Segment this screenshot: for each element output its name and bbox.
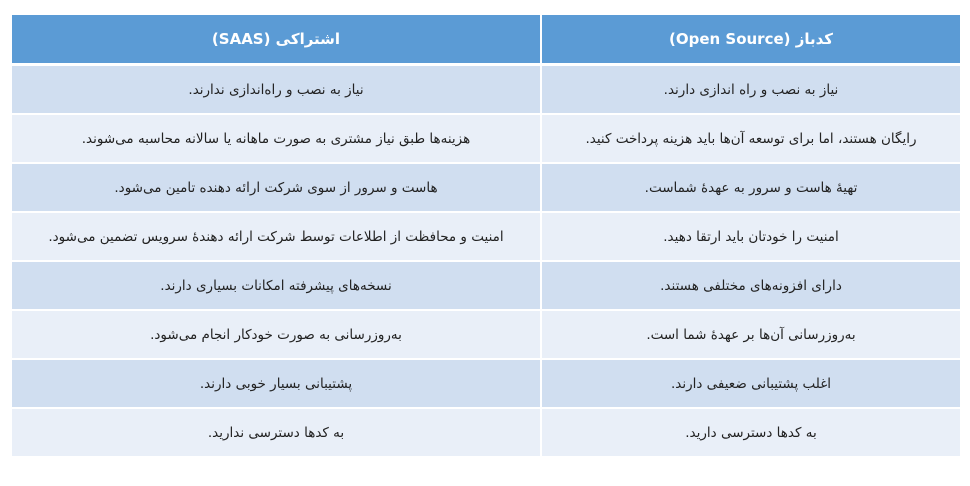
comparison-table-container (12, 15, 960, 456)
saas-cell: به‌روزرسانی به صورت خودکار انجام می‌شود. (12, 310, 541, 359)
saas-cell: به کدها دسترسی ندارید. (12, 408, 541, 456)
table-row (12, 163, 960, 212)
saas-cell: نیاز به نصب و راه‌اندازی ندارند. (12, 65, 541, 115)
open-source-cell: به‌روزرسانی آن‌ها بر عهدهٔ شما است. (541, 310, 960, 359)
saas-cell: نسخه‌های پیشرفته امکانات بسیاری دارند. (12, 261, 541, 310)
table-row (12, 65, 960, 115)
saas-cell: هاست و سرور از سوی شرکت ارائه دهنده تامین می‌شود. (12, 163, 541, 212)
open-source-cell: اغلب پشتیبانی ضعیفی دارند. (541, 359, 960, 408)
open-source-cell: نیاز به نصب و راه اندازی دارند. (541, 65, 960, 115)
open-source-cell: رایگان هستند، اما برای توسعه آن‌ها باید هزینه پرداخت کنید. (541, 114, 960, 163)
table-row (12, 359, 960, 408)
open-source-cell: دارای افزونه‌های مختلفی هستند. (541, 261, 960, 310)
table-row (12, 310, 960, 359)
saas-cell: پشتیبانی بسیار خوبی دارند. (12, 359, 541, 408)
saas-cell: امنیت و محافظت از اطلاعات توسط شرکت ارائه دهندهٔ سرویس تضمین می‌شود. (12, 212, 541, 261)
table-row (12, 212, 960, 261)
open-source-cell: امنیت را خودتان باید ارتقا دهید. (541, 212, 960, 261)
open-source-cell: به کدها دسترسی دارید. (541, 408, 960, 456)
open-source-cell: تهیهٔ هاست و سرور به عهدهٔ شماست. (541, 163, 960, 212)
table-row (12, 408, 960, 456)
table-header-row (12, 15, 960, 65)
header-saas: اشتراکی (SAAS) (12, 15, 541, 65)
comparison-table (12, 15, 960, 456)
table-row (12, 261, 960, 310)
saas-cell: هزینه‌ها طبق نیاز مشتری به صورت ماهانه یا سالانه محاسبه می‌شوند. (12, 114, 541, 163)
table-row (12, 114, 960, 163)
header-open-source: کدباز (Open Source) (541, 15, 960, 65)
